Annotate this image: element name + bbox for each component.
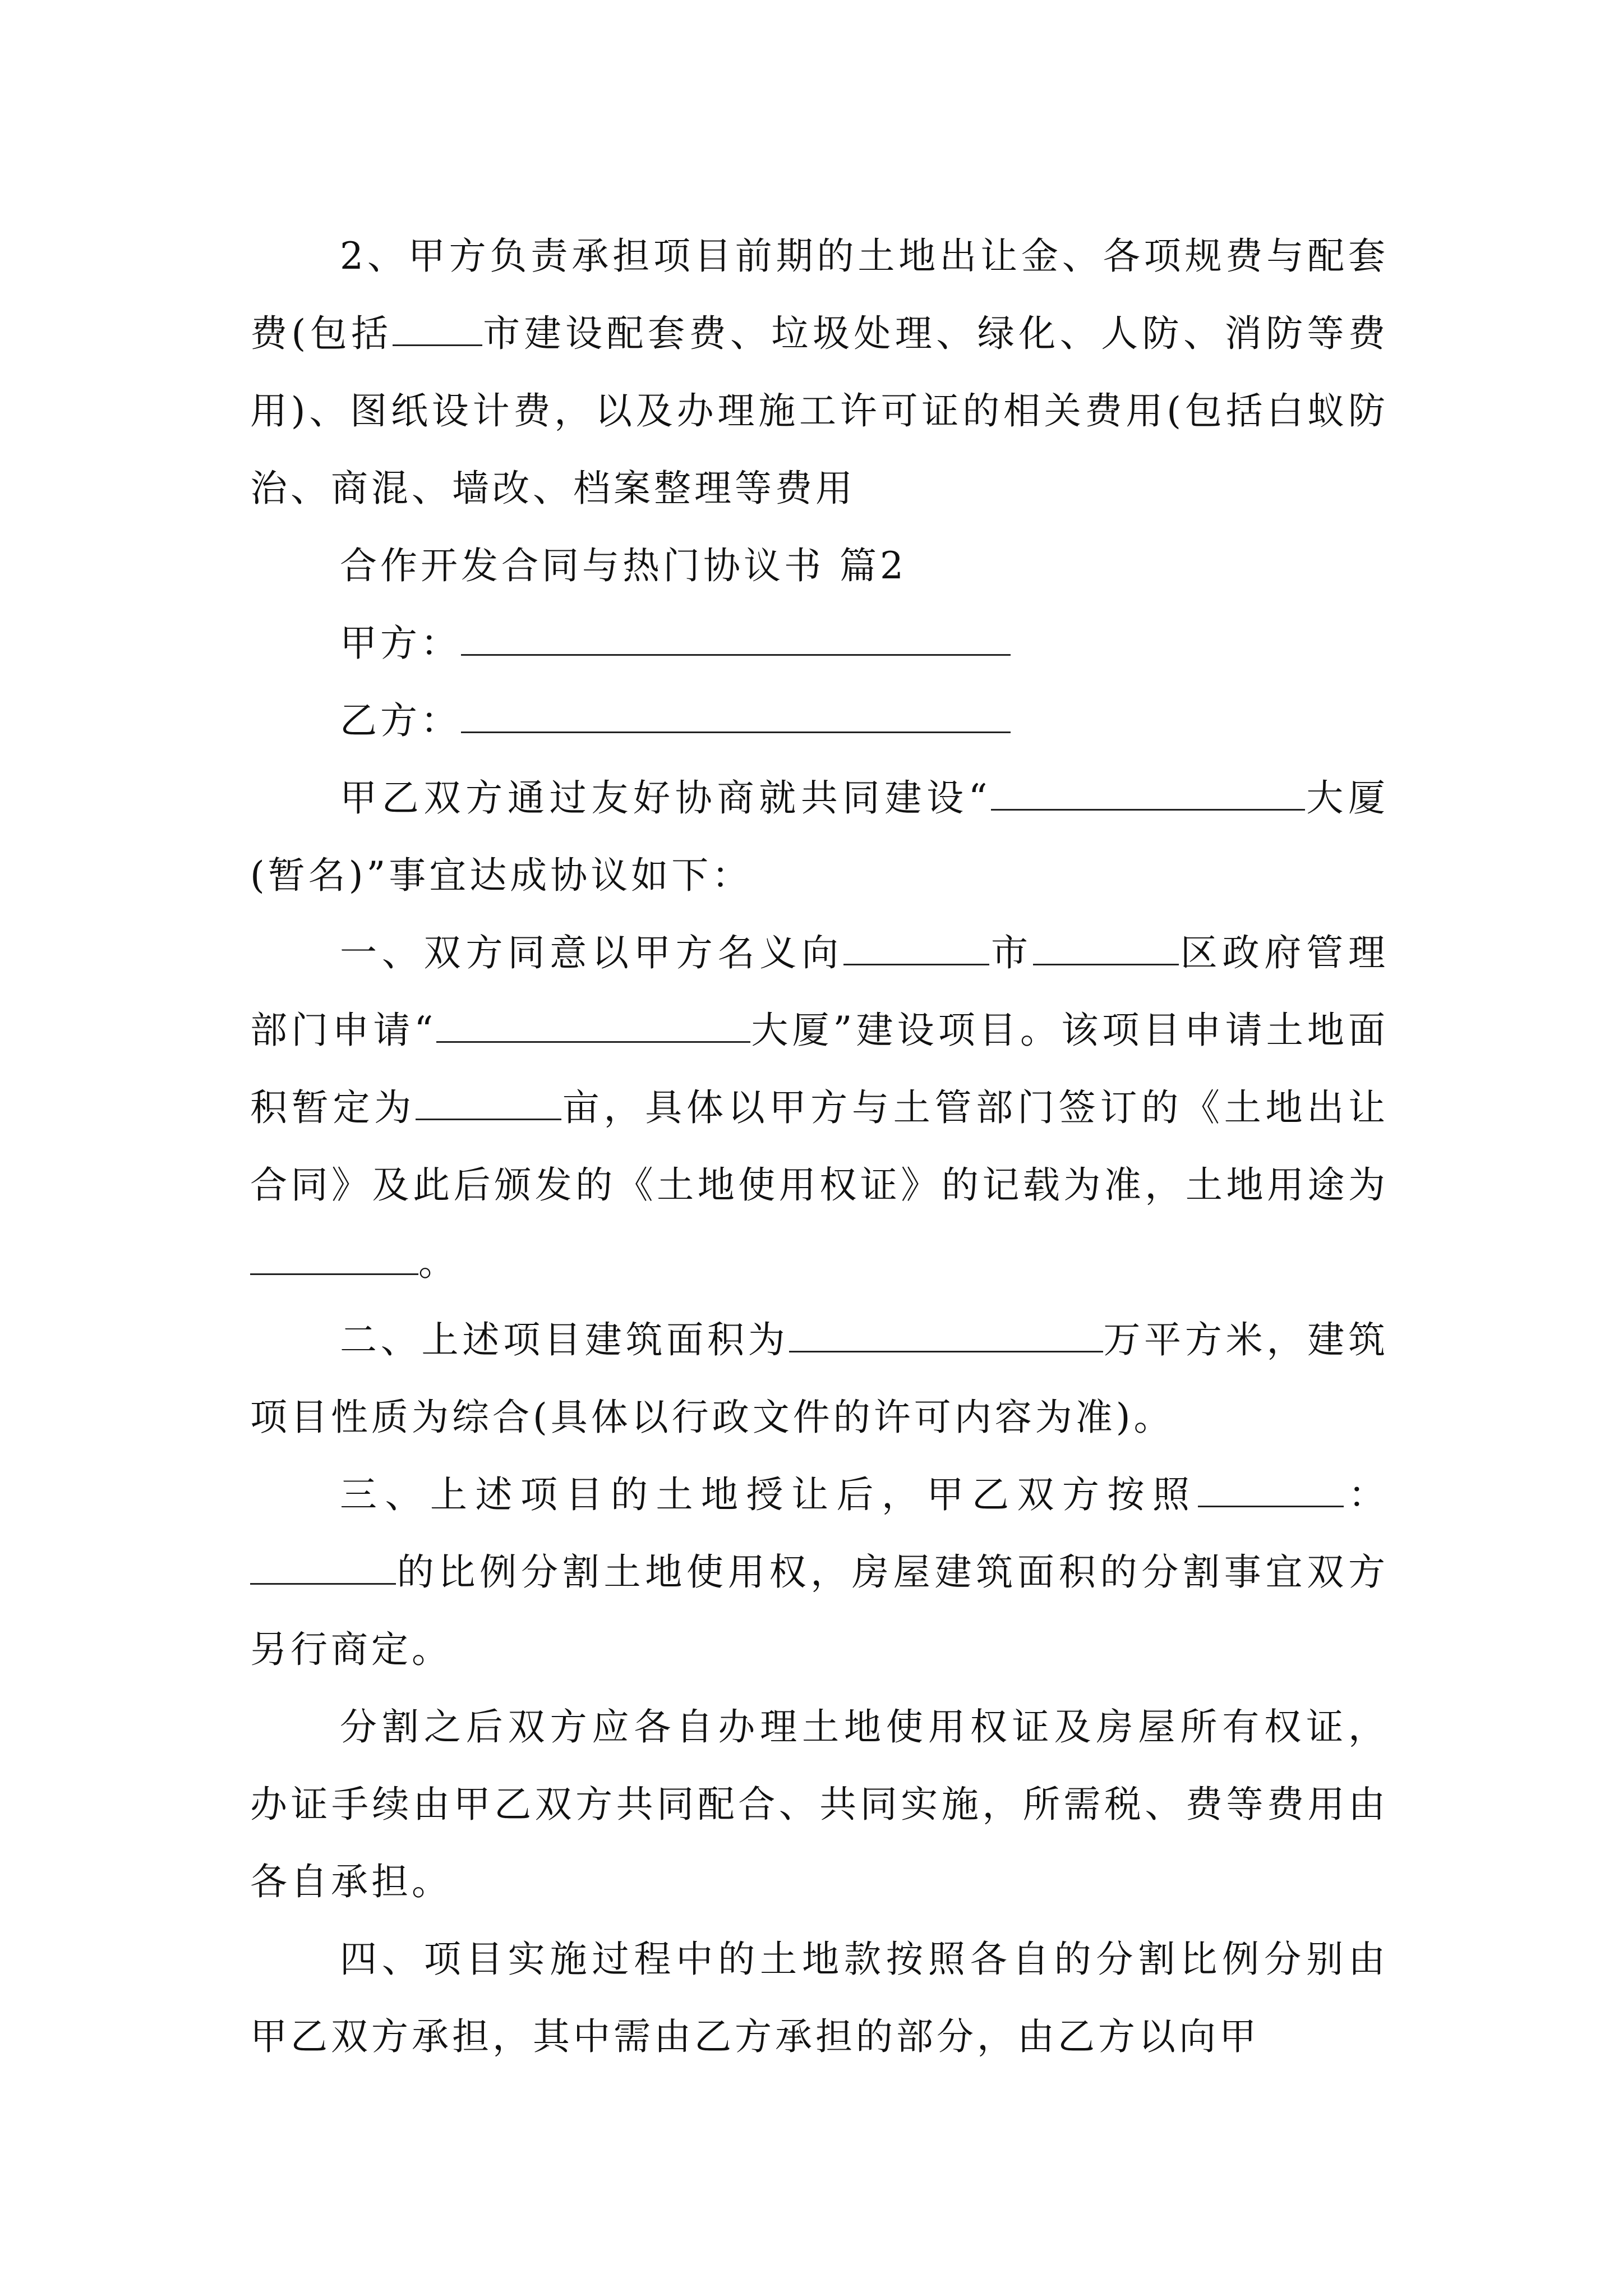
document-body [250, 218, 1389, 2076]
text: 大厦(暂名)”事宜达成协议如下： [250, 776, 1389, 897]
paragraph-fees [250, 218, 1389, 527]
ratio-a-blank[interactable] [1198, 1474, 1344, 1507]
text: 甲乙双方通过友好协商就共同建设“ [340, 776, 991, 820]
paragraph-clause-1 [250, 914, 1389, 1301]
text: 亩，具体以甲方与土管部门签订的《土地出让合同》及此后颁发的《土地使用权证》的记载为准，土地用途为 [250, 1086, 1389, 1207]
text: 二、上述项目建筑面积为 [340, 1318, 789, 1361]
text: 市建设配套费、垃圾处理、绿化、人防、消防等费用)、图纸设计费，以及办理施工许可证的相关费用(包括白蚁防治、商混、墙改、档案整理等费用 [250, 312, 1389, 510]
blank-line[interactable] [393, 313, 482, 346]
ratio-b-blank[interactable] [250, 1552, 396, 1585]
land-use-blank[interactable] [250, 1242, 418, 1275]
building-area-blank[interactable] [789, 1319, 1103, 1352]
text: 市 [989, 931, 1033, 974]
paragraph-intro [250, 760, 1389, 914]
party-b-label: 乙方： [340, 699, 461, 742]
party-b-line [250, 682, 1389, 760]
city-blank[interactable] [843, 932, 989, 965]
project-name-blank[interactable] [436, 1010, 750, 1043]
text: 。 [418, 1241, 459, 1284]
paragraph-certificates: 分割之后双方应各自办理土地使用权证及房屋所有权证，办证手续由甲乙双方共同配合、共同实施，所需税、费等费用由各自承担。 [250, 1705, 1389, 1903]
paragraph-clause-3 [250, 1456, 1389, 1688]
district-blank[interactable] [1033, 932, 1179, 965]
section-title: 合作开发合同与热门协议书 篇2 [340, 544, 907, 587]
text: 的比例分割土地使用权，房屋建筑面积的分割事宜双方另行商定。 [250, 1550, 1389, 1671]
paragraph-clause-2 [250, 1301, 1389, 1456]
text: 三、上述项目的土地授让后，甲乙双方按照 [340, 1473, 1198, 1516]
party-a-blank[interactable] [461, 623, 1011, 656]
text: 一、双方同意以甲方名义向 [340, 931, 844, 974]
text: 2、甲方负责承担项目前期的土地出让金、各项规费与配套费(包括 [250, 234, 1389, 355]
party-a-label: 甲方： [340, 622, 461, 665]
text: 区政府管理部门申请“ [250, 931, 1389, 1052]
paragraph-clause-4: 四、项目实施过程中的土地款按照各自的分割比例分别由甲乙双方承担，其中需由乙方承担的部分，由乙方以向甲 [250, 1938, 1389, 2058]
party-a-line [250, 605, 1389, 682]
building-name-blank[interactable] [991, 777, 1305, 811]
text: ： [1343, 1473, 1389, 1516]
text: 万平方米，建筑项目性质为综合(具体以行政文件的许可内容为准)。 [250, 1318, 1389, 1439]
party-b-blank[interactable] [461, 700, 1011, 733]
text: 大厦”建设项目。该项目申请土地面积暂定为 [250, 1009, 1389, 1129]
land-area-blank[interactable] [416, 1087, 561, 1120]
